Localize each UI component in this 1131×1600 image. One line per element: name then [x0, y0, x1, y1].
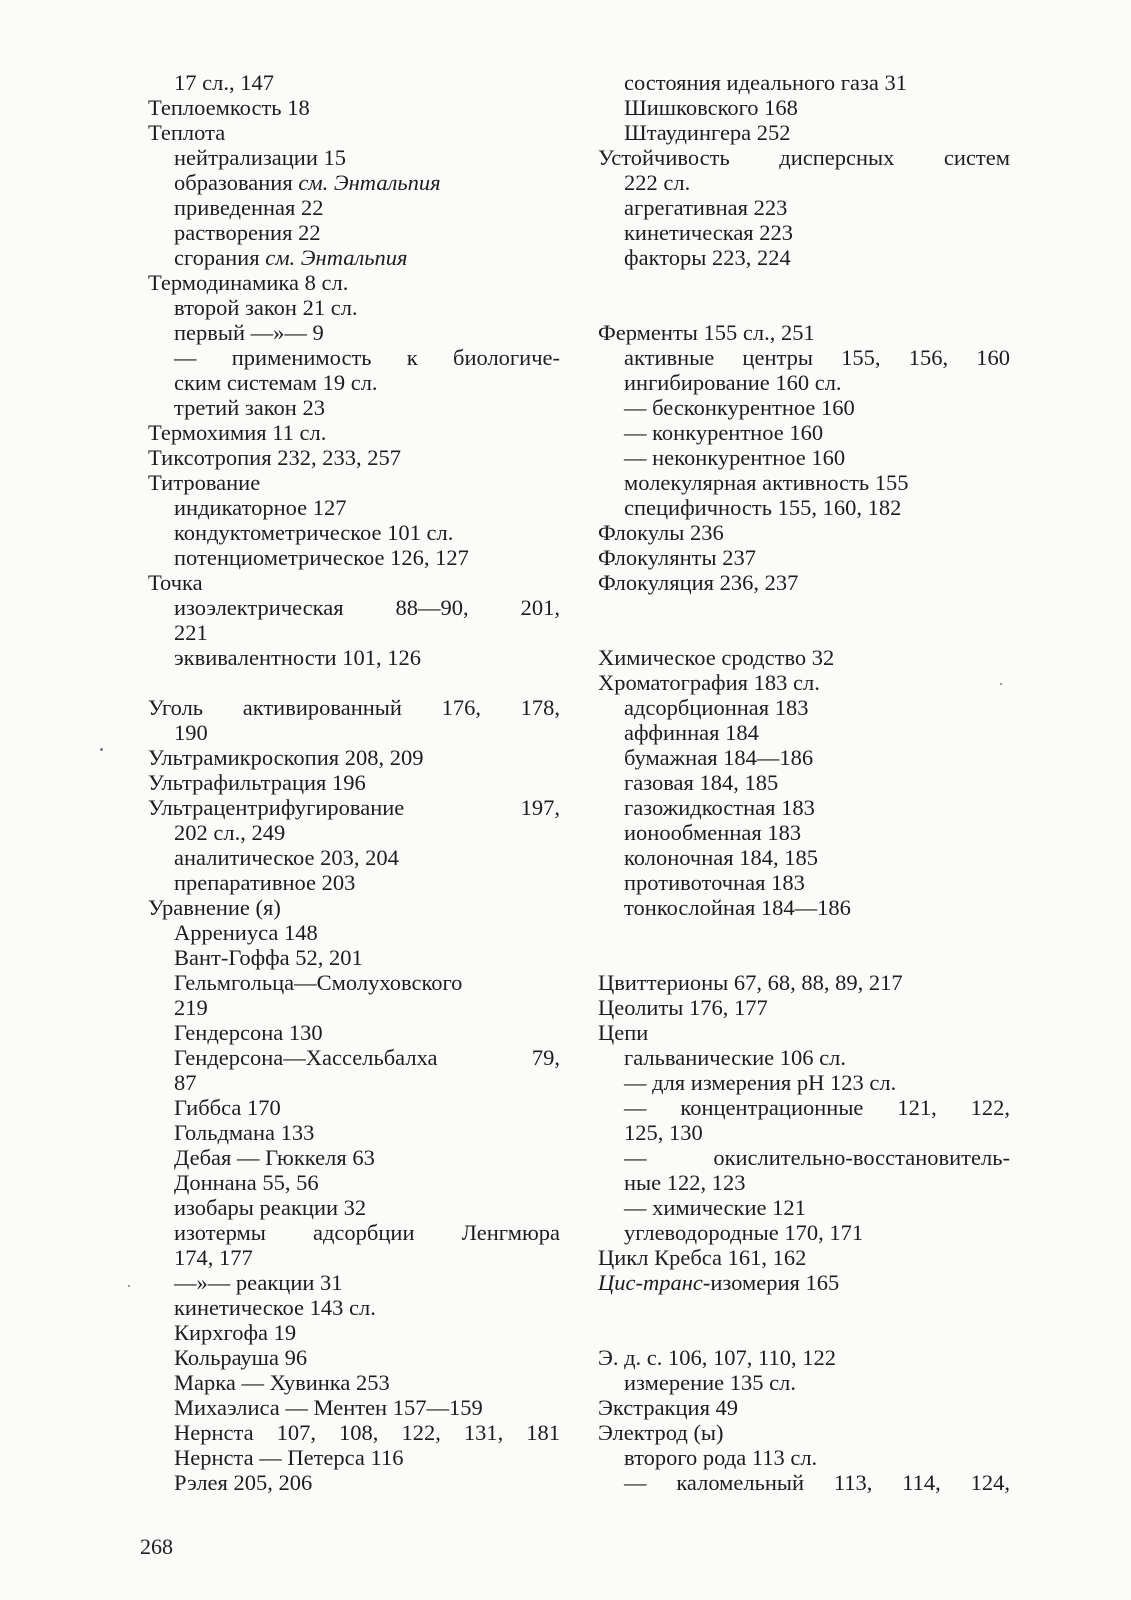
index-entry: Экстракция 49	[598, 1395, 739, 1420]
index-subentry: третий закон 23	[174, 395, 325, 420]
index-subentry: приведенная 22	[174, 195, 324, 220]
entry-text: сгорания	[174, 245, 266, 270]
index-subentry: —»— реакции 31	[174, 1270, 343, 1295]
index-subentry: измерение 135 сл.	[624, 1370, 796, 1395]
index-subentry: Гендерсона—Хассельбалха 79,	[174, 1045, 560, 1070]
index-subentry: факторы 223, 224	[624, 245, 791, 270]
index-subentry: кинетическая 223	[624, 220, 794, 245]
index-entry: Флокуляция 236, 237	[598, 570, 799, 595]
index-subentry: изоэлектрическая 88—90, 201,	[174, 595, 560, 620]
index-entry: Ультрамикроскопия 208, 209	[148, 745, 424, 770]
index-subentry: — каломельный 113, 114, 124,	[624, 1470, 1010, 1495]
index-subentry: кондуктометрическое 101 сл.	[174, 520, 454, 545]
index-subentry	[148, 245, 560, 270]
index-subentry: Кирхгофа 19	[174, 1320, 297, 1345]
index-subentry: первый —»— 9	[174, 320, 324, 345]
print-speck	[1000, 683, 1002, 685]
index-entry: Электрод (ы)	[598, 1420, 724, 1445]
index-subentry: потенциометрическое 126, 127	[174, 545, 469, 570]
index-subentry: Михаэлиса — Ментен 157—159	[174, 1395, 483, 1420]
index-entry: Химическое сродство 32	[598, 645, 835, 670]
index-subentry: — бесконкурентное 160	[624, 395, 855, 420]
index-subentry: противоточная 183	[624, 870, 805, 895]
index-subentry: кинетическое 143 сл.	[174, 1295, 376, 1320]
index-entry: Уравнение (я)	[148, 895, 281, 920]
section-gap	[598, 270, 1010, 295]
index-subentry: молекулярная активность 155	[624, 470, 909, 495]
index-entry: Цвиттерионы 67, 68, 88, 89, 217	[598, 970, 903, 995]
index-entry: Уголь активированный 176, 178,	[148, 695, 560, 720]
entry-text: изомерия 165	[710, 1270, 840, 1295]
index-subentry: Штаудингера 252	[624, 120, 791, 145]
index-subentry: Нернста — Петерса 116	[174, 1445, 404, 1470]
section-gap	[598, 595, 1010, 620]
index-entry: Цеолиты 176, 177	[598, 995, 768, 1020]
index-column-right	[598, 70, 1010, 1495]
index-entry: Теплота	[148, 120, 226, 145]
index-subentry: Гендерсона 130	[174, 1020, 323, 1045]
index-subentry: 222 сл.	[624, 170, 691, 195]
index-subentry: — окислительно-восстановитель-	[624, 1145, 1010, 1170]
index-entry: Флокулянты 237	[598, 545, 756, 570]
index-entry: Термохимия 11 сл.	[148, 420, 327, 445]
index-subentry: газожидкостная 183	[624, 795, 815, 820]
index-entry: Цепи	[598, 1020, 649, 1045]
index-subentry: 174, 177	[174, 1245, 253, 1270]
index-subentry: Доннана 55, 56	[174, 1170, 319, 1195]
index-entry: Тиксотропия 232, 233, 257	[148, 445, 401, 470]
italic-reference: см. Энтальпия	[298, 170, 441, 195]
index-subentry: растворения 22	[174, 220, 321, 245]
index-subentry: Дебая — Гюккеля 63	[174, 1145, 375, 1170]
index-subentry: 87	[174, 1070, 197, 1095]
index-subentry: Нернста 107, 108, 122, 131, 181	[174, 1420, 560, 1445]
italic-reference: см. Энтальпия	[265, 245, 408, 270]
index-entry: Ультрафильтрация 196	[148, 770, 366, 795]
index-subentry: 221	[174, 620, 208, 645]
index-entry: Цикл Кребса 161, 162	[598, 1245, 807, 1270]
index-subentry: агрегативная 223	[624, 195, 788, 220]
index-subentry: нейтрализации 15	[174, 145, 347, 170]
index-subentry: тонкослойная 184—186	[624, 895, 851, 920]
index-subentry: ные 122, 123	[624, 1170, 746, 1195]
index-subentry: Кольрауша 96	[174, 1345, 308, 1370]
page-number: 268	[140, 1534, 173, 1559]
index-subentry: ионообменная 183	[624, 820, 802, 845]
index-subentry: углеводородные 170, 171	[624, 1220, 864, 1245]
index-subentry: изотермы адсорбции Ленгмюра	[174, 1220, 560, 1245]
section-gap	[598, 920, 1010, 945]
index-subentry: специфичность 155, 160, 182	[624, 495, 902, 520]
index-subentry: — неконкурентное 160	[624, 445, 846, 470]
section-gap	[598, 295, 1010, 320]
section-gap	[598, 620, 1010, 645]
section-gap	[598, 1320, 1010, 1345]
index-subentry: ингибирование 160 сл.	[624, 370, 842, 395]
index-subentry: аффинная 184	[624, 720, 759, 745]
index-entry: Э. д. с. 106, 107, 110, 122	[598, 1345, 836, 1370]
index-entry	[598, 1270, 1010, 1295]
index-subentry: ским системам 19 сл.	[174, 370, 378, 395]
index-subentry: 202 сл., 249	[174, 820, 286, 845]
index-subentry: Рэлея 205, 206	[174, 1470, 313, 1495]
index-subentry: 219	[174, 995, 208, 1020]
section-gap	[598, 1295, 1010, 1320]
index-subentry: препаративное 203	[174, 870, 356, 895]
index-subentry: активные центры 155, 156, 160	[624, 345, 1010, 370]
index-entry: Термодинамика 8 сл.	[148, 270, 349, 295]
index-subentry: 190	[174, 720, 208, 745]
index-subentry: колоночная 184, 185	[624, 845, 818, 870]
index-subentry: — применимость к биологиче-	[174, 345, 560, 370]
index-subentry: второй закон 21 сл.	[174, 295, 358, 320]
index-subentry: аналитическое 203, 204	[174, 845, 399, 870]
entry-text: образования	[174, 170, 299, 195]
index-subentry: — концентрационные 121, 122,	[624, 1095, 1010, 1120]
index-entry: Теплоемкость 18	[148, 95, 310, 120]
index-subentry: бумажная 184—186	[624, 745, 814, 770]
index-entry: Титрование	[148, 470, 261, 495]
index-subentry	[148, 170, 560, 195]
index-entry: Ферменты 155 сл., 251	[598, 320, 815, 345]
section-gap	[148, 670, 560, 695]
index-entry: Точка	[148, 570, 203, 595]
index-entry: Устойчивость дисперсных систем	[598, 145, 1010, 170]
index-subentry: Гельмгольца—Смолуховского	[174, 970, 463, 995]
index-subentry: второго рода 113 сл.	[624, 1445, 818, 1470]
index-subentry: гальванические 106 сл.	[624, 1045, 846, 1070]
index-subentry: состояния идеального газа 31	[624, 70, 908, 95]
index-subentry: Марка — Хувинка 253	[174, 1370, 390, 1395]
index-subentry: Гольдмана 133	[174, 1120, 315, 1145]
index-subentry: Аррениуса 148	[174, 920, 318, 945]
index-subentry: — химические 121	[624, 1195, 806, 1220]
index-subentry: индикаторное 127	[174, 495, 347, 520]
section-gap	[598, 945, 1010, 970]
index-subentry: — конкурентное 160	[624, 420, 824, 445]
index-subentry: изобары реакции 32	[174, 1195, 367, 1220]
index-subentry: Гиббса 170	[174, 1095, 281, 1120]
index-subentry: Вант-Гоффа 52, 201	[174, 945, 363, 970]
print-speck	[128, 1285, 130, 1287]
italic-reference: Цис-транс-	[598, 1270, 711, 1295]
index-subentry: 125, 130	[624, 1120, 703, 1145]
index-subentry: адсорбционная 183	[624, 695, 809, 720]
index-entry: Флокулы 236	[598, 520, 724, 545]
index-entry: Хроматография 183 сл.	[598, 670, 820, 695]
print-speck	[100, 748, 103, 751]
index-subentry: эквивалентности 101, 126	[174, 645, 421, 670]
index-subentry: — для измерения pH 123 сл.	[624, 1070, 897, 1095]
index-column-left	[148, 70, 560, 1495]
index-subentry: 17 сл., 147	[174, 70, 274, 95]
index-subentry: Шишковского 168	[624, 95, 798, 120]
index-entry: Ультрацентрифугирование 197,	[148, 795, 560, 820]
index-subentry: газовая 184, 185	[624, 770, 779, 795]
